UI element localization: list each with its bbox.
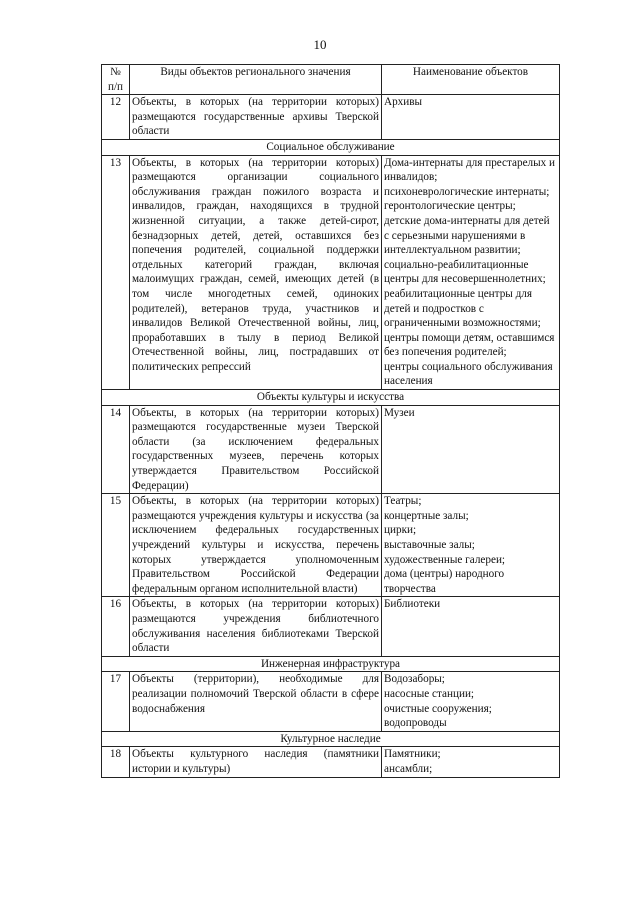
row-number: 12 — [102, 95, 130, 140]
object-names — [382, 155, 560, 390]
object-name: концертные залы; — [384, 509, 469, 522]
row-number: 16 — [102, 597, 130, 656]
object-name: Библиотеки — [384, 598, 441, 611]
object-name: геронтологические центры; — [384, 200, 516, 213]
object-name: Памятники; — [384, 748, 441, 761]
object-type: Объекты, в которых (на территории которых) размещаются учреждения библиотечного обслуживания населения библиотеками Тверской области — [130, 597, 382, 656]
object-name: насосные станции; — [384, 687, 475, 700]
object-name: водопроводы — [384, 717, 447, 730]
section-title: Объекты культуры и искусства — [102, 390, 560, 406]
row-number: 15 — [102, 494, 130, 597]
object-name: Водозаборы; — [384, 673, 445, 686]
table-row — [102, 494, 560, 597]
header-object-names: Наименование объектов — [382, 65, 560, 95]
object-names — [382, 95, 560, 140]
object-names — [382, 494, 560, 597]
object-type: Объекты (территории), необходимые для реализации полномочий Тверской области в сфере водоснабжения — [130, 672, 382, 731]
object-names — [382, 747, 560, 777]
object-name: художественные галереи; — [384, 553, 506, 566]
object-name: очистные сооружения; — [384, 702, 492, 715]
object-type: Объекты культурного наследия (памятники истории и культуры) — [130, 747, 382, 777]
section-row — [102, 139, 560, 155]
table-row — [102, 672, 560, 731]
section-title: Культурное наследие — [102, 731, 560, 747]
object-name: дома (центры) народного творчества — [384, 568, 505, 595]
object-name: социально-реабилитационные центры для несовершеннолетних; — [384, 258, 546, 286]
object-name: ансамбли; — [384, 762, 433, 775]
section-row — [102, 656, 560, 672]
object-type: Объекты, в которых (на территории которых) размещаются государственные архивы Тверской области — [130, 95, 382, 140]
table-row — [102, 155, 560, 390]
object-name: Архивы — [384, 96, 423, 109]
row-number: 13 — [102, 155, 130, 390]
object-name: Театры; — [384, 495, 422, 508]
row-number: 14 — [102, 405, 130, 494]
object-name: цирки; — [384, 524, 417, 537]
header-number-line1: № — [110, 66, 121, 78]
page-number: 10 — [313, 37, 327, 52]
object-name: выставочные залы; — [384, 539, 475, 551]
object-type: Объекты, в которых (на территории которых) размещаются организации социального обслуживания граждан пожилого возраста и инвалидов, граждан, находящихся в трудной жизненной ситуации, а также детей-сирот, безнадзорных детей, детей, оставшихся без попечения родителей, социальной поддержки отдельных категорий граждан, включая малоимущих граждан, семей, имеющих детей (в том числе многодетных семей, одиноких родителей), ветеранов труда, участников и инвалидов Великой Отечественной войны, лиц, проработавших в тылу в период Великой Отечественной войны, лиц, пострадавших от политических репрессий — [130, 155, 382, 390]
section-row — [102, 390, 560, 406]
object-names — [382, 597, 560, 656]
object-type: Объекты, в которых (на территории которых) размещаются государственные музеи Тверской области (за исключением федеральных государственных музеев, перечень которых утверждается Правительством Российской Федерации) — [130, 405, 382, 494]
table-row — [102, 747, 560, 777]
object-name: центры социального обслуживания населения — [384, 360, 553, 388]
object-name: детские дома-интернаты для детей с серьезными нарушениями в интеллектуальном развитии; — [384, 214, 550, 257]
section-row — [102, 731, 560, 747]
object-name: Музеи — [384, 406, 415, 419]
object-names — [382, 672, 560, 731]
row-number: 17 — [102, 672, 130, 731]
object-names — [382, 405, 560, 494]
header-object-types: Виды объектов регионального значения — [130, 65, 382, 95]
table-header-row — [102, 65, 560, 95]
object-type: Объекты, в которых (на территории которых) размещаются учреждения культуры и искусства (за исключением федеральных государственных учреждений культуры и искусства, перечень которых утверждается уполномоченным Правительством Российской Федерации федеральным органом исполнительной власти) — [130, 494, 382, 597]
section-title: Инженерная инфраструктура — [102, 656, 560, 672]
table-row — [102, 597, 560, 656]
section-title: Социальное обслуживание — [102, 139, 560, 155]
object-name: Дома-интернаты для престарелых и инвалидов; — [384, 156, 556, 184]
object-name: центры помощи детям, оставшимся без попечения родителей; — [384, 331, 555, 359]
object-name: реабилитационные центры для детей и подростков с ограниченными возможностями; — [384, 287, 541, 330]
row-number: 18 — [102, 747, 130, 777]
table-row — [102, 405, 560, 494]
table-row — [102, 95, 560, 140]
header-number-line2: п/п — [107, 80, 124, 93]
header-number — [102, 65, 130, 95]
objects-table — [101, 64, 560, 778]
object-name: психоневрологические интернаты; — [384, 185, 550, 198]
